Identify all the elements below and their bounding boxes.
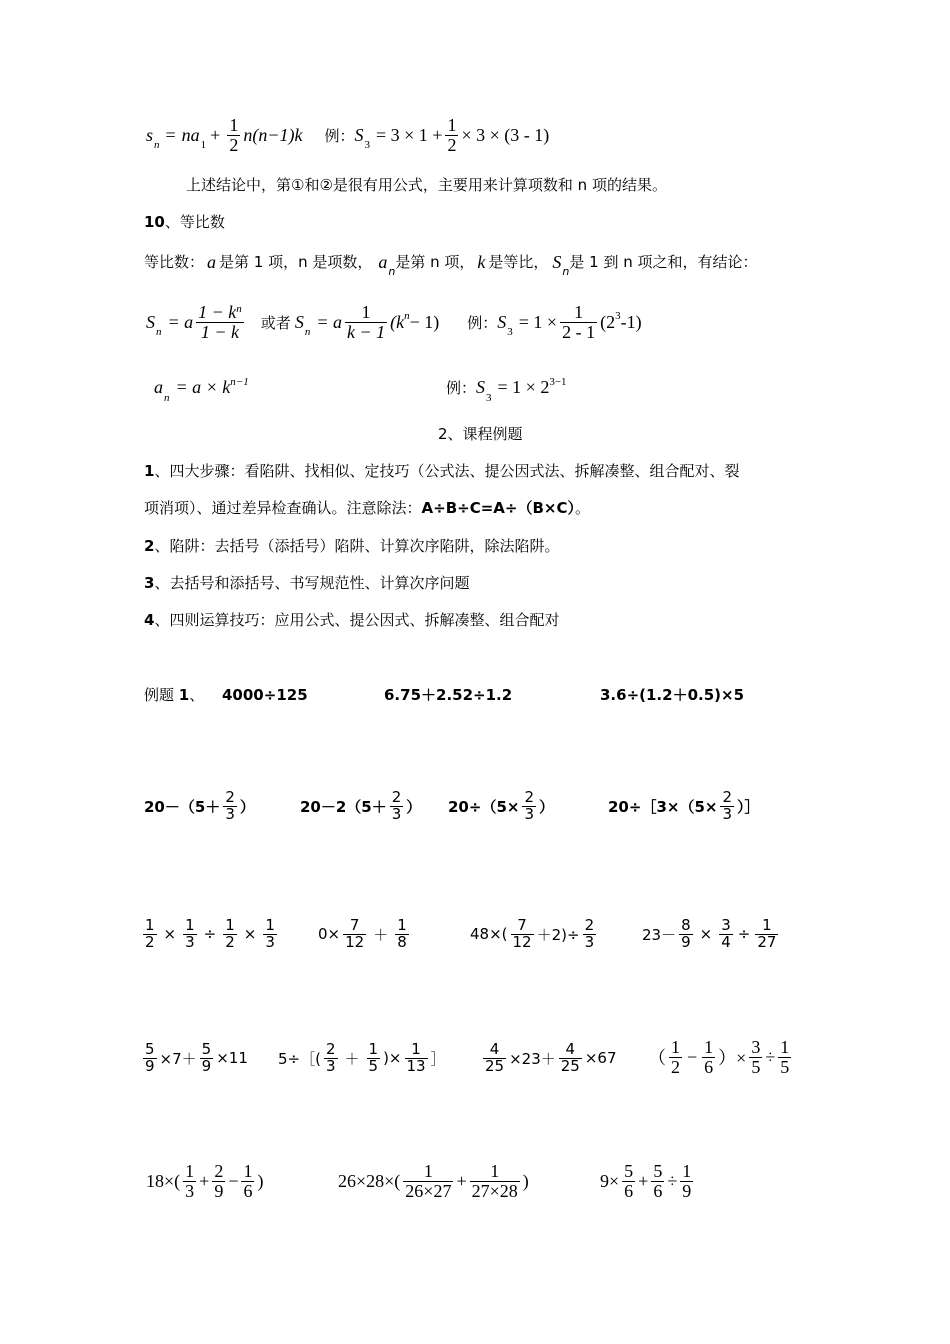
expr-mid: ）× bbox=[718, 1048, 747, 1069]
num: 2 bbox=[584, 916, 595, 934]
fraction bbox=[241, 1162, 254, 1201]
den: 3 bbox=[265, 932, 275, 951]
op: ÷ bbox=[203, 925, 217, 944]
expr: 20－2（5＋ bbox=[300, 797, 387, 816]
expr: 5÷［( bbox=[278, 1049, 321, 1068]
label-num: 1 bbox=[178, 686, 190, 704]
fraction bbox=[263, 918, 277, 951]
label: 例题 bbox=[144, 686, 179, 704]
fraction bbox=[212, 1162, 225, 1201]
sup-n: n bbox=[236, 303, 242, 315]
num: 1 bbox=[403, 1162, 453, 1182]
den: 3 bbox=[584, 932, 595, 951]
sym-S: S bbox=[354, 124, 364, 145]
point-text: 、陷阱：去括号（添括号）陷阱、计算次序陷阱，除法陷阱。 bbox=[154, 537, 560, 555]
sub-n: n bbox=[388, 265, 396, 278]
expr: 18×( bbox=[146, 1170, 181, 1191]
op: ÷ bbox=[737, 925, 751, 944]
den: 12 bbox=[512, 932, 532, 951]
expr-close: ） bbox=[406, 797, 422, 816]
op: + bbox=[638, 1170, 649, 1191]
expr-close: ) bbox=[522, 1170, 529, 1191]
fraction bbox=[183, 918, 197, 951]
fraction bbox=[755, 918, 778, 951]
row-c-expr-4 bbox=[648, 1038, 794, 1077]
den: 3 bbox=[722, 804, 733, 823]
expr: （ bbox=[648, 1048, 666, 1069]
num: 2 bbox=[325, 1040, 336, 1058]
num: 1 bbox=[560, 303, 597, 323]
sub-1: 1 bbox=[200, 139, 207, 152]
def-text-2: 是第 1 项，n 是项数， bbox=[219, 253, 373, 271]
sub-n: n bbox=[154, 139, 160, 152]
section-title: 、等比数 bbox=[164, 213, 225, 231]
op: × bbox=[243, 925, 257, 944]
row-d-expr-2 bbox=[338, 1162, 529, 1201]
num: 1 bbox=[345, 303, 387, 323]
num: 8 bbox=[681, 916, 691, 934]
den: 27×28 bbox=[471, 1180, 518, 1201]
label-tail: 、 bbox=[189, 686, 205, 704]
num: 3 bbox=[751, 1037, 761, 1057]
plus: + bbox=[210, 124, 221, 145]
num: 1 bbox=[704, 1037, 714, 1057]
expr: 20－（5＋ bbox=[144, 797, 221, 816]
op: ＋ bbox=[344, 1049, 360, 1068]
num: 1 bbox=[229, 115, 239, 135]
fraction bbox=[680, 1162, 693, 1201]
sup-3-1: 3−1 bbox=[549, 375, 567, 388]
expr-close: ）］ bbox=[737, 797, 760, 816]
geometric-sum-formula bbox=[146, 303, 642, 342]
den: 3 bbox=[391, 804, 402, 823]
expr: ×23＋ bbox=[509, 1049, 556, 1068]
example-rhs: = 1 × 2 bbox=[497, 377, 550, 397]
den: 26×27 bbox=[405, 1180, 452, 1201]
point-2 bbox=[144, 536, 559, 556]
fraction bbox=[778, 1038, 791, 1077]
den: k − 1 bbox=[346, 321, 386, 342]
den: 2 bbox=[671, 1056, 680, 1077]
rhs: = a × k bbox=[175, 377, 231, 397]
expr-mid: ＋2)÷ bbox=[536, 925, 580, 944]
point-bold: A÷B÷C=A÷（B×C） bbox=[421, 499, 575, 517]
sym-a: a bbox=[154, 377, 163, 397]
op: + bbox=[456, 1170, 467, 1191]
geometric-term-example bbox=[446, 375, 567, 404]
row-a-expr-4 bbox=[608, 790, 760, 823]
den: 2 bbox=[225, 932, 235, 951]
den: 9 bbox=[681, 932, 691, 951]
or-label: 或者 bbox=[260, 315, 291, 332]
fraction-example bbox=[560, 303, 597, 342]
den: 9 bbox=[682, 1180, 692, 1201]
course-title: 2、课程例题 bbox=[438, 425, 523, 443]
point-text: 、四大步骤：看陷阱、找相似、定技巧（公式法、提公因式法、拆解凑整、组合配对、裂 bbox=[154, 462, 740, 480]
fraction bbox=[522, 790, 536, 823]
point-tail: 。 bbox=[574, 499, 590, 517]
def-text-1: 等比数： bbox=[144, 253, 205, 271]
den: 6 bbox=[704, 1056, 714, 1077]
num: 2 bbox=[225, 788, 235, 806]
sym-S: S bbox=[552, 252, 562, 272]
point-text: 、四则运算技巧：应用公式、提公因式、拆解凑整、组合配对 bbox=[154, 611, 560, 629]
tail-b: − 1) bbox=[409, 311, 440, 332]
point-text: 项消项）、通过差异检查确认。注意除法： bbox=[144, 499, 422, 517]
num: 5 bbox=[145, 1040, 155, 1058]
section-number: 10 bbox=[144, 213, 165, 231]
num: 1 bbox=[780, 1037, 790, 1057]
num: 4 bbox=[483, 1042, 506, 1059]
sup-n: n bbox=[404, 310, 410, 323]
den: 8 bbox=[397, 932, 407, 951]
sym-a: a bbox=[190, 124, 200, 145]
sym-S: S bbox=[146, 311, 155, 332]
den: 9 bbox=[214, 1180, 224, 1201]
sym-S: S bbox=[476, 377, 486, 397]
op: × bbox=[163, 925, 177, 944]
expr: 9× bbox=[600, 1170, 620, 1191]
tail-a: (k bbox=[390, 311, 405, 332]
num: 1 bbox=[145, 916, 155, 934]
example-tail-a: (2 bbox=[600, 311, 616, 332]
num: 1 bbox=[265, 916, 275, 934]
den: 2 bbox=[447, 134, 457, 155]
den: 5 bbox=[368, 1056, 379, 1075]
sup-n-1: n−1 bbox=[230, 375, 249, 388]
den: 4 bbox=[721, 932, 731, 951]
geometric-term-formula bbox=[154, 375, 249, 404]
expr-tail: ×67 bbox=[584, 1049, 617, 1068]
expr: ×7＋ bbox=[159, 1049, 197, 1068]
num: 2 bbox=[722, 788, 733, 806]
den: 25 bbox=[560, 1056, 580, 1075]
expr: 20÷［3×（5× bbox=[608, 797, 718, 816]
row-b-expr-3 bbox=[470, 918, 599, 951]
row-d-expr-1 bbox=[146, 1162, 263, 1201]
def-text-5: 是 1 到 n 项之和，有结论： bbox=[569, 253, 758, 271]
expr-close: ） bbox=[239, 797, 255, 816]
expr-tail: ×11 bbox=[216, 1049, 248, 1068]
num: 1 bbox=[755, 918, 778, 935]
formula-rest: n(n−1)k bbox=[243, 124, 303, 145]
fraction bbox=[702, 1038, 715, 1077]
op: ÷ bbox=[765, 1046, 776, 1067]
den: 9 bbox=[201, 1056, 212, 1075]
sym-n: n bbox=[181, 124, 191, 145]
den: 9 bbox=[145, 1056, 155, 1075]
example-rhs: = 3 × 1 + bbox=[375, 124, 443, 145]
den: 2 bbox=[229, 134, 239, 155]
example-tail-b: -1) bbox=[620, 311, 642, 332]
sym-s: s bbox=[146, 124, 154, 145]
fraction bbox=[324, 1042, 338, 1075]
den: 27 bbox=[757, 932, 777, 951]
fraction-half-example bbox=[445, 116, 458, 155]
den: 1 − k bbox=[200, 321, 240, 342]
num: 2 bbox=[524, 788, 534, 806]
num: 1 bbox=[185, 1161, 195, 1181]
den: 25 bbox=[485, 1056, 505, 1075]
fraction bbox=[143, 1042, 157, 1075]
num: 7 bbox=[343, 918, 366, 935]
sub-3: 3 bbox=[507, 326, 513, 339]
den: 3 bbox=[325, 1056, 336, 1075]
eq-a: = a bbox=[167, 311, 194, 332]
op: + bbox=[199, 1170, 210, 1191]
fraction bbox=[395, 918, 409, 951]
fraction bbox=[651, 1162, 664, 1201]
fraction bbox=[511, 918, 534, 951]
example-label: 例： bbox=[446, 381, 477, 397]
point-1-cont bbox=[144, 498, 590, 518]
sub-n: n bbox=[562, 265, 570, 278]
example-1-expr-1: 4000÷125 bbox=[222, 686, 308, 704]
num: 5 bbox=[653, 1161, 663, 1181]
den: 5 bbox=[780, 1056, 790, 1077]
fraction bbox=[559, 1042, 582, 1075]
op: ÷ bbox=[667, 1170, 678, 1191]
summary-text: 上述结论中，第①和②是很有用公式，主要用来计算项数和 n 项的结果。 bbox=[186, 176, 667, 194]
sub-3: 3 bbox=[486, 391, 492, 404]
expr-close: ） bbox=[539, 797, 555, 816]
sym-S: S bbox=[497, 311, 507, 332]
fraction bbox=[183, 1162, 196, 1201]
eq: = bbox=[165, 124, 176, 145]
point-num: 1 bbox=[144, 462, 155, 480]
num: 1 bbox=[405, 1042, 428, 1059]
fraction bbox=[390, 790, 404, 823]
sub-n: n bbox=[156, 326, 162, 339]
fraction bbox=[223, 918, 237, 951]
row-a-expr-2 bbox=[300, 790, 421, 823]
expr-mid: )× bbox=[383, 1049, 402, 1068]
fraction-alt bbox=[345, 303, 387, 342]
num: 5 bbox=[201, 1040, 212, 1058]
expr-close: ］ bbox=[430, 1049, 446, 1068]
example-label: 例： bbox=[324, 128, 355, 145]
fraction bbox=[669, 1038, 682, 1077]
num: 1 bbox=[447, 115, 457, 135]
row-d-expr-3 bbox=[600, 1162, 696, 1201]
expr: 48×( bbox=[470, 925, 508, 944]
op: − bbox=[687, 1046, 698, 1067]
row-c-expr-3 bbox=[480, 1042, 617, 1075]
expr: 20÷（5× bbox=[448, 797, 520, 816]
den: 2 bbox=[145, 932, 155, 951]
fraction bbox=[679, 918, 693, 951]
fraction bbox=[200, 1042, 214, 1075]
row-a-expr-1 bbox=[144, 790, 255, 823]
sym-k: k bbox=[477, 252, 486, 272]
point-text: 、去括号和添括号、书写规范性、计算次序问题 bbox=[154, 574, 470, 592]
fraction bbox=[720, 790, 734, 823]
eq-a: = a bbox=[316, 311, 342, 332]
sym-S: S bbox=[294, 311, 304, 332]
sym-a: a bbox=[207, 252, 217, 272]
point-num: 4 bbox=[144, 611, 155, 629]
den: 13 bbox=[406, 1056, 426, 1075]
expr-close: ) bbox=[257, 1170, 264, 1191]
fraction bbox=[719, 918, 733, 951]
num: 1 bbox=[671, 1037, 680, 1057]
row-c-expr-2 bbox=[278, 1042, 446, 1075]
num: 7 bbox=[511, 918, 534, 935]
den: 3 bbox=[185, 932, 195, 951]
point-4 bbox=[144, 610, 559, 630]
point-3 bbox=[144, 573, 469, 593]
example-1-label bbox=[144, 685, 204, 705]
arithmetic-sum-formula bbox=[146, 116, 549, 155]
fraction bbox=[343, 918, 366, 951]
fraction bbox=[403, 1162, 453, 1201]
sub-n: n bbox=[304, 326, 311, 339]
example-1-expr-3: 3.6÷(1.2＋0.5)×5 bbox=[600, 686, 745, 704]
fraction bbox=[483, 1042, 506, 1075]
expr: 0× bbox=[318, 925, 341, 944]
example-eq: = 1 × bbox=[518, 311, 558, 332]
num: 1 bbox=[243, 1161, 253, 1181]
den: 3 bbox=[185, 1180, 195, 1201]
num: 4 bbox=[559, 1042, 582, 1059]
fraction bbox=[583, 918, 597, 951]
example-1-expr-2: 6.75＋2.52÷1.2 bbox=[384, 686, 513, 704]
num: 1 bbox=[225, 916, 235, 934]
point-1 bbox=[144, 461, 739, 481]
row-b-expr-2 bbox=[318, 918, 412, 951]
fraction bbox=[405, 1042, 428, 1075]
expr: 26×28×( bbox=[338, 1170, 401, 1191]
num: 1 bbox=[397, 916, 407, 934]
num: 3 bbox=[721, 916, 731, 934]
num: 5 bbox=[624, 1161, 634, 1181]
point-num: 3 bbox=[144, 574, 155, 592]
fraction bbox=[367, 1042, 381, 1075]
fraction-half bbox=[227, 116, 240, 155]
def-text-3: 是第 n 项， bbox=[395, 253, 475, 271]
geometric-definition bbox=[144, 252, 758, 278]
fraction bbox=[143, 918, 157, 951]
point-num: 2 bbox=[144, 537, 155, 555]
row-b-expr-4 bbox=[642, 918, 781, 951]
example-label: 例： bbox=[467, 315, 498, 332]
den: 3 bbox=[524, 804, 534, 823]
sym-an: a bbox=[378, 252, 388, 272]
expr: 23－ bbox=[642, 925, 677, 944]
den: 6 bbox=[653, 1180, 663, 1201]
op: − bbox=[228, 1170, 239, 1191]
op: × bbox=[699, 925, 713, 944]
sub-3: 3 bbox=[364, 139, 370, 152]
sup-3: 3 bbox=[615, 310, 621, 323]
num-text: 1 − k bbox=[198, 302, 237, 322]
num bbox=[196, 303, 244, 323]
den: 6 bbox=[624, 1180, 634, 1201]
den: 3 bbox=[225, 804, 235, 823]
fraction bbox=[470, 1162, 520, 1201]
den: 12 bbox=[345, 932, 365, 951]
num: 1 bbox=[368, 1040, 379, 1058]
example-rhs-tail: × 3 × (3 - 1) bbox=[461, 124, 550, 145]
row-b-expr-1 bbox=[140, 918, 280, 951]
fraction-sum bbox=[196, 303, 244, 342]
den: 6 bbox=[243, 1180, 253, 1201]
fraction bbox=[749, 1038, 762, 1077]
num: 1 bbox=[470, 1162, 520, 1182]
section-10-heading bbox=[144, 212, 225, 232]
den: 5 bbox=[751, 1056, 761, 1077]
sub-n: n bbox=[164, 391, 170, 404]
num: 1 bbox=[682, 1161, 692, 1181]
fraction bbox=[622, 1162, 635, 1201]
op: ＋ bbox=[373, 925, 389, 944]
den: 2 - 1 bbox=[562, 321, 596, 342]
num: 2 bbox=[391, 788, 402, 806]
num: 2 bbox=[214, 1161, 224, 1181]
num: 1 bbox=[185, 916, 195, 934]
fraction bbox=[223, 790, 237, 823]
row-c-expr-1 bbox=[140, 1042, 248, 1075]
def-text-4: 是等比， bbox=[488, 253, 549, 271]
row-a-expr-3 bbox=[448, 790, 554, 823]
